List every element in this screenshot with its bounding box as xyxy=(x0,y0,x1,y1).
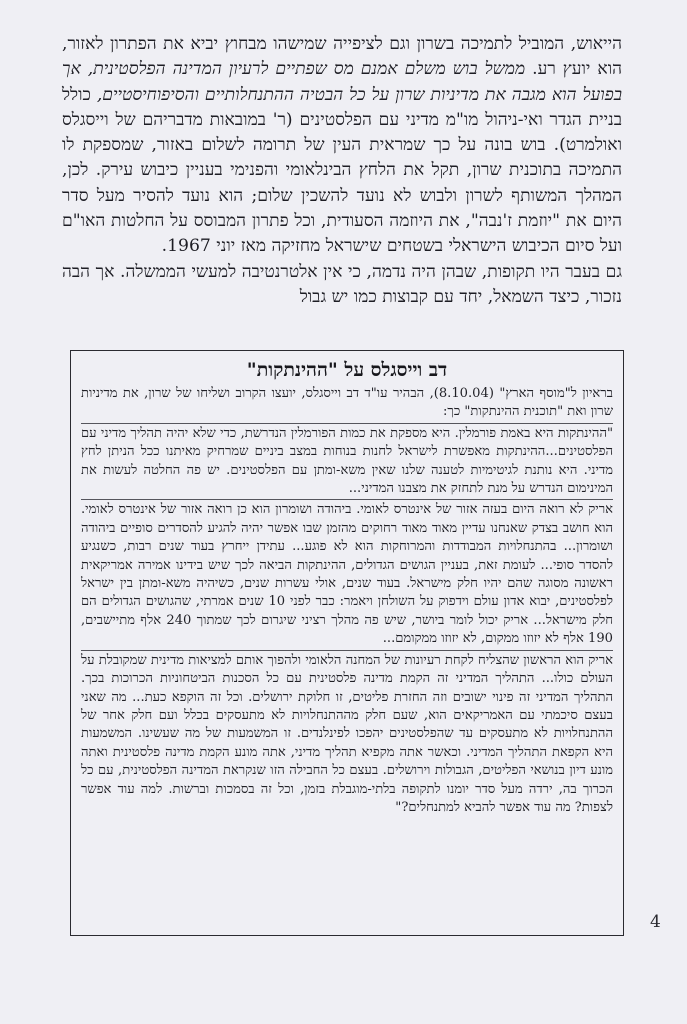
article-paragraph-1 xyxy=(62,32,622,260)
sidebar-box-body xyxy=(81,385,613,817)
article-paragraph-1-tail: כולל בניית הגדר ואי-ניהול מו"מ מדיני עם הפלסטינים (ר' במובאות מדבריהם של וייסגלס ואולמרט). בוש בונה על כך שמראית העין של תרומה לשלום באזור, שמספקת לו התמיכה בתוכנית שרון, תקל את הלחץ הבינלאומי והפנימי בעניין כיבוש עירק. לכן, המהלך המשותף לשרון ולבוש לא נועד להשכין שלום; הוא נועד להסיר מעל סדר היום את "יוזמת ז'נבה", את היוזמה הסעודית, וכל פתרון המבוסס על החלטות האו"ם ועל סיום הכיבוש הישראלי בשטחים שישראל מחזיקה מאז יוני 1967. xyxy=(62,84,622,257)
sidebar-box-intro: בראיון ל"מוסף הארץ" (8.10.04), הבהיר עו"ד דב וייסגלס, יועצו הקרוב ושליחו של שרון, את מדיניות שרון ואת "תוכנית ההינתקות" כך: xyxy=(81,386,613,420)
sidebar-box-title: דב וייסגלס על "ההינתקות" xyxy=(246,359,448,381)
article-paragraph-1-italic: ממשל בוש משלם אמנם מס שפתיים לרעיון המדינה הפלסטינית, אך בפועל הוא מגבה את מדיניות שרון על כל הבטיה ההתנחלותיים והסיפוחיסטיים, xyxy=(62,59,622,105)
article-paragraph-2: גם בעבר היו תקופות, שבהן היה נדמה, כי אין אלטרנטיבה למעשי הממשלה. אך הבה נזכור, כיצד השמאל, יחד עם קבוצות כמו יש גבול xyxy=(62,261,622,307)
sidebar-box-quote-1: "ההינתקות היא באמת פורמלין. היא מספקת את כמות הפורמלין הנדרשת, כדי שלא יהיה תהליך מדיני עם הפלסטינים...ההינתקות מאפשרת לישראל לחנות בנוחות במצב ביניים שמרחיק מאיתנו ככל הניתן לחץ מדיני. היא נותנת לגיטימיות לטענה שלנו שאין משא-ומתן עם הפלסטינים. יש פה החלטה לעשות את המינימום הנדרש על מנת לתחזק את מצבנו המדיני... xyxy=(81,423,613,499)
article-body xyxy=(62,32,622,310)
sidebar-box-quote-2: אריק לא רואה היום בעזה אזור של אינטרס לאומי. ביהודה ושומרון הוא כן רואה אזור של אינטרס לאומי. הוא חושב בצדק שאנחנו עדיין מאוד מאוד רחוקים מהזמן שבו אפשר יהיה להגיע להסדרים סופיים ביהודה ושומרון... בהתנחלויות המבודדות והמרוחקות הוא לא פוגע... עתידן ייחרץ בעוד שנים רבות, כשנגיע להסדר סופי... לעומת זאת, בעניין הגושים הגדולים, ההינתקות הביאה לכך שיש בידינו אמירה אמריקאית ראשונה מסוגה שהם יהיו חלק מישראל. בעוד שנים, אולי עשרות שנים, כשיהיה משא-ומתן בין ישראל לפלסטינים, יבוא אדון עולם וידפוק על השולחן ויאמר: כבר לפני 10 שנים אמרתי, שהגושים הגדולים הם חלק מישראל... אריק יכול לומר ביושר, שיש פה מהלך רציני שיגרום לכך שמתוך 240 אלף מתיישבים, 190 אלף לא יזוזו ממקום, לא יזוזו ממקומם... xyxy=(81,499,613,648)
article-paragraph-1-lead: הייאוש, המוביל לתמיכה בשרון וגם לציפייה שמישהו מבחוץ יביא את הפתרון לאזור, הוא יועץ רע. xyxy=(62,34,622,80)
sidebar-box-quote-3: אריק הוא הראשון שהצליח לקחת רעיונות של המחנה הלאומי ולהפוך אותם למציאות מדינית שמקובלת על העולם כולו... התהליך המדיני זה הקמת מדינה פלסטינית עם כל הסכנות הביטחוניות הכרוכות בכך. התהליך המדיני זה פינוי ישובים וזה החזרת פליטים, זו חלוקת ירושלים. וכל זה הוקפא כעת... מה שאני בעצם סיכמתי עם האמריקאים הוא, שעם חלק מההתנחלויות לא מתעסקים בכלל ועם חלק אחר של ההתנחלויות לא מתעסקים עד שהפלסטינים יהפכו לפינלנדים. זו המשמעות של מה שעשינו. המשמעות היא הקפאת התהליך המדיני. וכאשר אתה מקפיא תהליך מדיני, אתה מונע הקמת מדינה פלסטינית ואתה מונע דיון בנושאי הפליטים, הגבולות וירושלים. בעצם כל החבילה הזו שנקראת המדינה הפלסטינית, עם כל הכרוך בה, ירדה מעל סדר יומנו לתקופה בלתי-מוגבלת בזמן, וכל זה בסמכות וברשות. למה עוד אפשר לצפות? מה עוד אפשר להביא למתנחלים?" xyxy=(81,650,613,818)
sidebar-quote-box xyxy=(70,350,624,936)
page-number: 4 xyxy=(650,912,661,932)
